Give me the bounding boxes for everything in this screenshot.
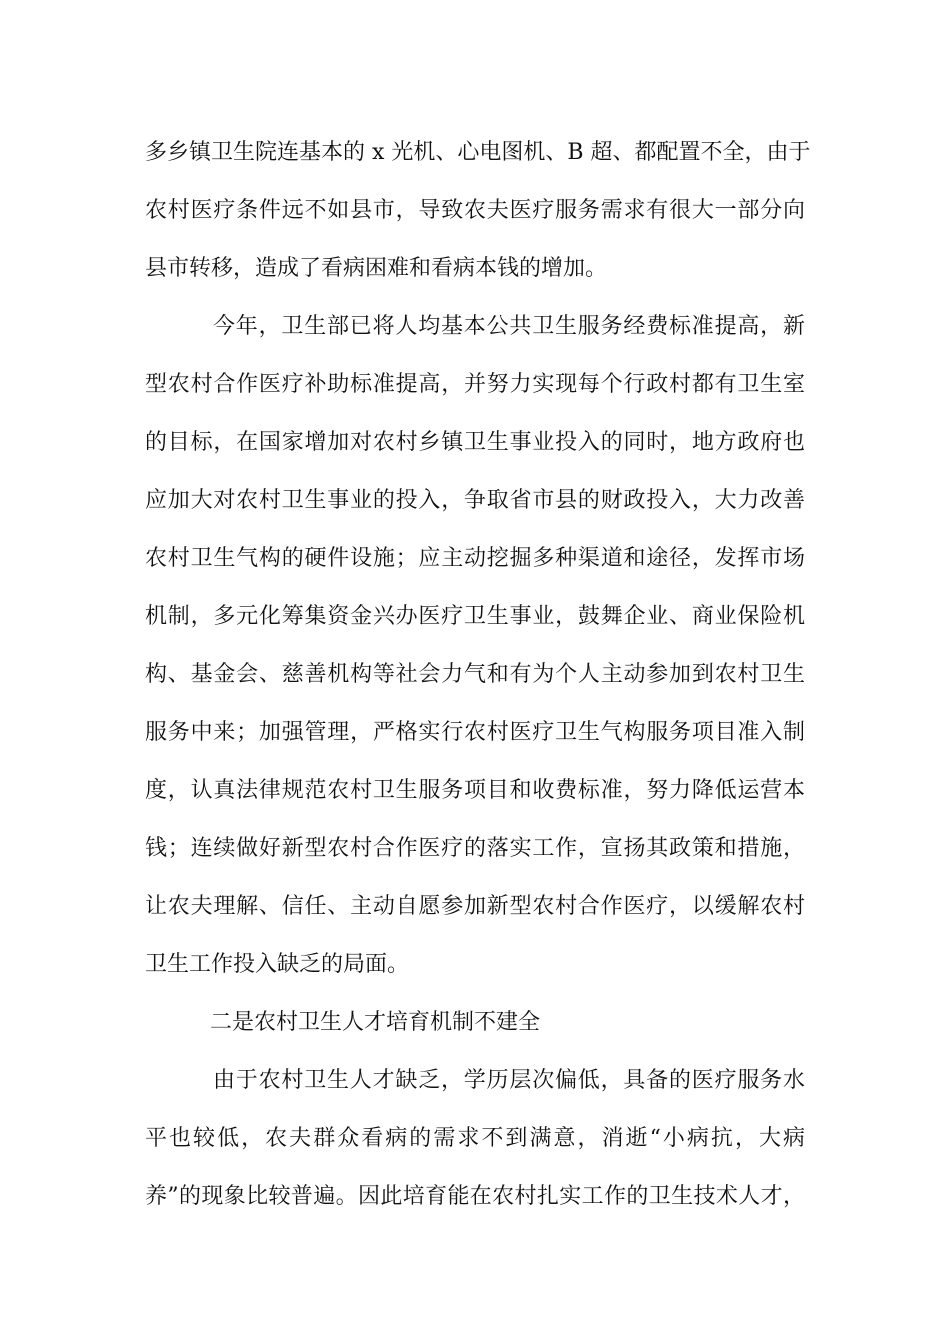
body-text-line: 县市转移，造成了看病困难和看病本钱的增加。	[145, 256, 608, 281]
body-text-line: 型农村合作医疗补助标准提高，并努力实现每个行政村都有卫生室	[145, 372, 805, 397]
body-text-line: 钱；连续做好新型农村合作医疗的落实工作，宣扬其政策和措施，	[145, 836, 805, 861]
section-heading: 二是农村卫生人才培育机制不建全	[210, 1010, 541, 1035]
body-text-line: 的目标，在国家增加对农村乡镇卫生事业投入的同时，地方政府也	[145, 430, 805, 455]
body-text-line: 多乡镇卫生院连基本的 x 光机、心电图机、B 超、都配置不全，由于	[145, 140, 811, 165]
body-text-line: 度，认真法律规范农村卫生服务项目和收费标准，努力降低运营本	[145, 778, 805, 803]
body-text-line: 今年，卫生部已将人均基本公共卫生服务经费标准提高，新	[213, 314, 805, 339]
body-text-line: 卫生工作投入缺乏的局面。	[145, 952, 410, 977]
body-text-line: 养”的现象比较普遍。因此培育能在农村扎实工作的卫生技术人才，	[145, 1184, 805, 1209]
body-text-line: 应加大对农村卫生事业的投入，争取省市县的财政投入，大力改善	[145, 488, 805, 513]
body-text-line: 平也较低，农夫群众看病的需求不到满意，消逝“小病抗，大病	[145, 1126, 805, 1151]
body-text-line: 构、基金会、慈善机构等社会力气和有为个人主动参加到农村卫生	[145, 662, 805, 687]
body-text-line: 机制，多元化筹集资金兴办医疗卫生事业，鼓舞企业、商业保险机	[145, 604, 805, 629]
body-text-line: 服务中来；加强管理，严格实行农村医疗卫生气构服务项目准入制	[145, 720, 805, 745]
body-text-line: 由于农村卫生人才缺乏，学历层次偏低，具备的医疗服务水	[213, 1068, 805, 1093]
body-text-line: 让农夫理解、信任、主动自愿参加新型农村合作医疗，以缓解农村	[145, 894, 805, 919]
body-text-line: 农村卫生气构的硬件设施；应主动挖掘多种渠道和途径，发挥市场	[145, 546, 805, 571]
body-text-line: 农村医疗条件远不如县市，导致农夫医疗服务需求有很大一部分向	[145, 198, 805, 223]
